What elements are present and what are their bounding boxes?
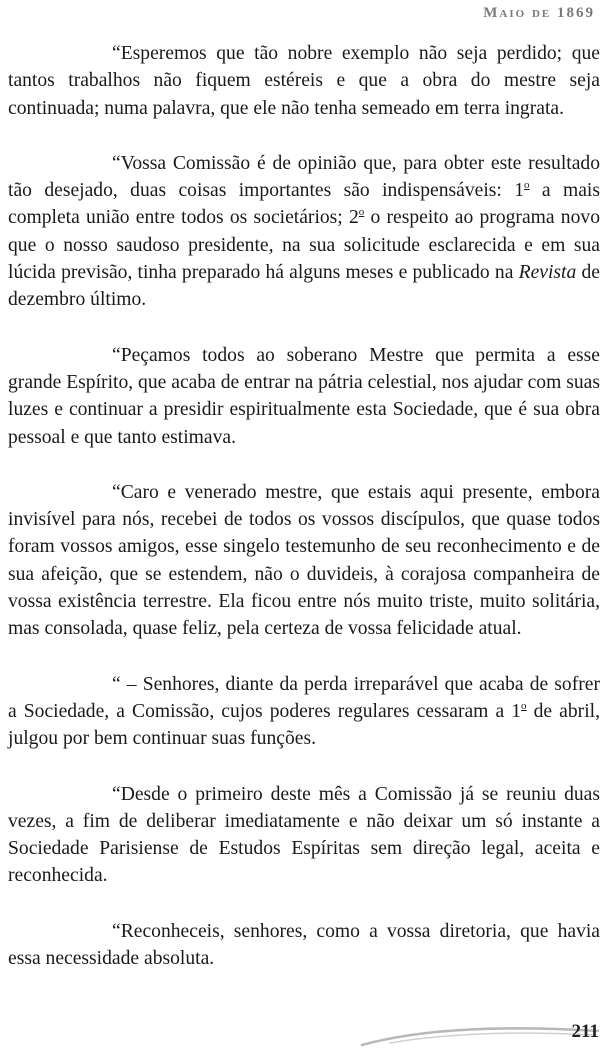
paragraph-2-text-3: o respeito ao programa novo que o nosso saudoso presidente, na sua solicitude esclarecida e em sua lúcida previsão, tinha preparado há alguns meses e publicado na xyxy=(8,207,600,284)
paragraph-5-text-2: de abril, julgou por bem continuar suas funções. xyxy=(8,700,600,750)
paragraph-6: “Desde o primeiro deste mês a Comissão já se reuniu duas vezes, a fim de deliberar imediatamente e não deixar um só instante a Sociedade Parisiense de Estudos Espíritas sem direção legal, aceita e reconhecida. xyxy=(8,783,600,887)
page-footer xyxy=(0,1007,607,1057)
paragraph-7: “Reconheceis, senhores, como a vossa diretoria, que havia essa necessidade absoluta. xyxy=(8,920,600,970)
page-body xyxy=(8,40,600,1000)
paragraph-1: “Esperemos que tão nobre exemplo não seja perdido; que tantos trabalhos não fiquem estéreis e que a obra do mestre seja continuada; numa palavra, que ele não tenha semeado em terra ingrata. xyxy=(8,43,600,119)
ordinal-indicator: o xyxy=(524,179,530,192)
paragraph-2-text-2: a mais completa união entre todos os societários; 2 xyxy=(8,180,601,229)
paragraph-3: “Peçamos todos ao soberano Mestre que permita a esse grande Espírito, que acaba de entrar na pátria celestial, nos ajudar com suas luzes e continuar a presidir espiritualmente esta Sociedade, que é sua obra pessoal e que tanto estimava. xyxy=(8,344,600,448)
running-header: Maio de 1869 xyxy=(483,5,595,21)
paragraph-2 xyxy=(8,150,600,314)
ordinal-indicator: o xyxy=(358,206,365,219)
page-number: 211 xyxy=(571,1021,599,1042)
paragraph-5-text-1: “ – Senhores, diante da perda irreparável que acaba de sofrer a Sociedade, a Comissão, cujos poderes regulares cessaram a 1 xyxy=(8,673,600,722)
paragraph-2-text-4: de dezembro último. xyxy=(8,262,600,311)
paragraph-4: “Caro e venerado mestre, que estais aqui presente, embora invisível para nós, recebei de todos os vossos discípulos, que quase todos foram vossos amigos, esse singelo testemunho de seu reconhecimento e de sua afeição, que se estendem, não o duvideis, à corajosa companheira de vossa existência terrestre. Ela ficou entre nós muito triste, muito solitária, mas consolada, quase feliz, pela certeza de vossa felicidade atual. xyxy=(8,481,600,640)
swoosh-ornament-icon xyxy=(360,1019,600,1049)
paragraph-5 xyxy=(8,671,600,753)
paragraph-2-text-1: “Vossa Comissão é de opinião que, para obter este resultado tão desejado, duas coisas importantes são indispensáveis: 1 xyxy=(8,152,600,202)
journal-title: Revista xyxy=(518,262,577,284)
ordinal-indicator: o xyxy=(521,699,527,712)
